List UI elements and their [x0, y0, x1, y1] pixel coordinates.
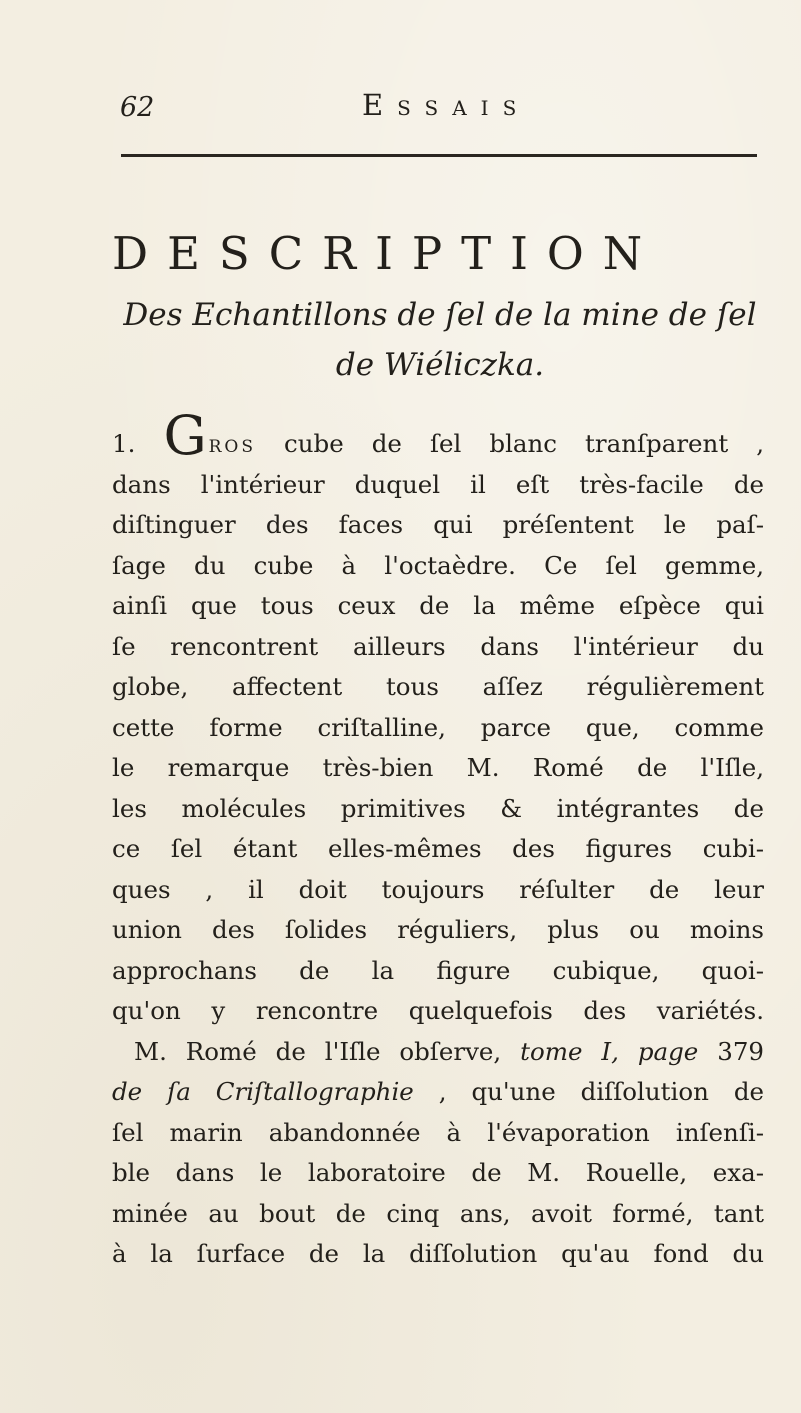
paragraph-line: le remarque très-bien M. Romé de l'Iſle, — [112, 753, 764, 782]
paragraph-line — [112, 404, 765, 467]
small-caps-word: ros — [208, 429, 256, 458]
italic-citation: tome I, page — [520, 1036, 699, 1066]
section-subtitle — [100, 290, 780, 390]
paragraph-line: les molécules primitives & intégrantes de — [112, 793, 764, 823]
subtitle-line-1: Des Echantillons de ſel de la mine de ſel — [123, 297, 757, 333]
paragraph-number: 1. — [112, 429, 136, 458]
paragraph-line: ſe rencontrent ailleurs dans l'intérieur du — [112, 631, 764, 661]
body-paragraph — [112, 404, 765, 1275]
paragraph-line: à la ſurface de la diſſolution qu'au fond du — [112, 1239, 764, 1268]
paragraph-line: approchans de la figure cubique, quoi- — [112, 955, 764, 985]
page-number: 62 — [120, 92, 155, 123]
paragraph-line-text: cube de ſel blanc tranſparent , — [284, 429, 765, 458]
line-text: M. Romé de l'Iſle obſerve, — [134, 1036, 521, 1066]
paragraph-line: cette forme criſtalline, parce que, comme — [112, 712, 764, 742]
drop-cap: G — [163, 404, 209, 467]
paragraph-line — [112, 1032, 764, 1073]
section-heading: DESCRIPTION — [112, 227, 662, 280]
italic-citation: de ſa Criſtallographie — [112, 1077, 414, 1106]
paragraph-line — [112, 1072, 764, 1113]
paragraph-line: qu'on y rencontre quelquefois des variétés. — [112, 996, 764, 1025]
paragraph-line: ainſi que tous ceux de la même eſpèce qui — [112, 591, 764, 620]
paragraph-line: diſtinguer des faces qui préſentent le paſ- — [112, 510, 764, 539]
paragraph-line: ce ſel étant elles-mêmes des figures cubi- — [112, 834, 764, 863]
paragraph-line: minée au bout de cinq ans, avoit formé, tant — [112, 1198, 764, 1228]
paragraph-line: dans l'intérieur duquel il eſt très-facile de — [112, 469, 764, 499]
line-text: , qu'une diſſolution de — [413, 1077, 765, 1106]
paragraph-line: union des ſolides réguliers, plus ou moins — [112, 915, 764, 944]
paragraph-line: ſage du cube à l'octaèdre. Ce ſel gemme, — [112, 550, 764, 580]
paragraph-line: ble dans le laboratoire de M. Rouelle, exa- — [112, 1158, 764, 1187]
running-title: Essais — [362, 88, 531, 122]
running-head — [0, 88, 801, 128]
line-text: 379 — [698, 1036, 764, 1066]
paragraph-line: ſel marin abandonnée à l'évaporation inſenſi- — [112, 1117, 764, 1147]
subtitle-line-2: de Wiéliczka. — [335, 347, 545, 383]
header-rule — [121, 154, 757, 157]
paragraph-line: globe, affectent tous aſſez régulièrement — [112, 672, 764, 701]
paragraph-line: ques , il doit toujours réſulter de leur — [112, 874, 764, 904]
